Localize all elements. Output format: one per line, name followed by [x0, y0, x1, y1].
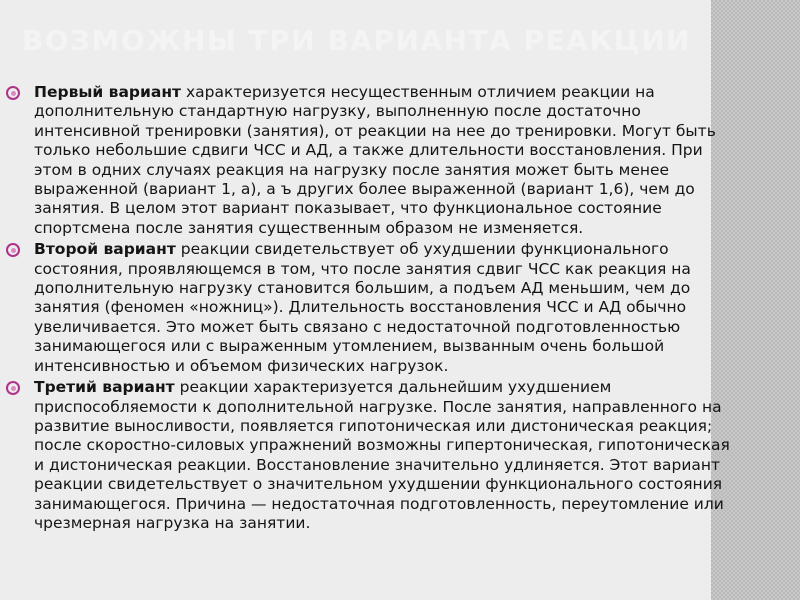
variant-1-text: характеризуется несущественным отличием реакции на дополнительную стандартную нагрузку, выполненную после достаточно интенсивной тренировки (занятия), от реакции на нее до тренировки. Могут быть только небольшие сдвиги ЧСС и АД, а также длительности восстановления. При этом в одних случаях реакция на нагрузку после занятия может быть менее выраженной (вариант 1, а), а ъ других более выраженной (вариант 1,6), чем до занятия. В целом этот вариант показывает, что функциональное состояние спортсмена после занятия существенным образом не изменяется.	[34, 83, 716, 237]
list-item-variant-3	[6, 378, 738, 533]
circle-bullet-icon	[6, 86, 20, 100]
list-item-variant-2	[6, 240, 738, 376]
variant-3-lead: Третий вариант	[34, 378, 175, 397]
variant-2-lead: Второй вариант	[34, 240, 176, 259]
circle-bullet-icon	[6, 243, 20, 257]
variant-2-text: реакции свидетельствует об ухудшении функционального состояния, проявляющемся в том, что после занятия сдвиг ЧСС как реакция на дополнительную нагрузку становится большим, а подъем АД меньшим, чем до занятия (феномен «ножниц»). Длительность восстановления ЧСС и АД обычно увеличивается. Это может быть связано с недостаточной подготовленностью занимающегося или с выраженным утомлением, вызванным очень большой интенсивностью и объемом физических нагрузок.	[34, 240, 691, 375]
variant-3-text: реакции характеризуется дальнейшим ухудшением приспособляемости к дополнительной нагрузке. После занятия, направленного на развитие выносливости, появляется гипотоническая или дистоническая реакция; после скоростно-силовых упражнений возможны гипертоническая, гипотоническая и дистоническая реакции. Восстановление значительно удлиняется. Этот вариант реакции свидетельствует о значительном ухудшении функционального состояния занимающегося. Причина — недостаточная подготовленность, переутомление или чрезмерная нагрузка на занятии.	[34, 378, 730, 532]
bullet-list	[6, 83, 738, 535]
list-item-variant-1	[6, 83, 738, 238]
variant-1-lead: Первый вариант	[34, 83, 182, 101]
slide-title: ВОЗМОЖНЫ ТРИ ВАРИАНТА РЕАКЦИИ	[22, 24, 692, 57]
circle-bullet-icon	[6, 381, 20, 395]
